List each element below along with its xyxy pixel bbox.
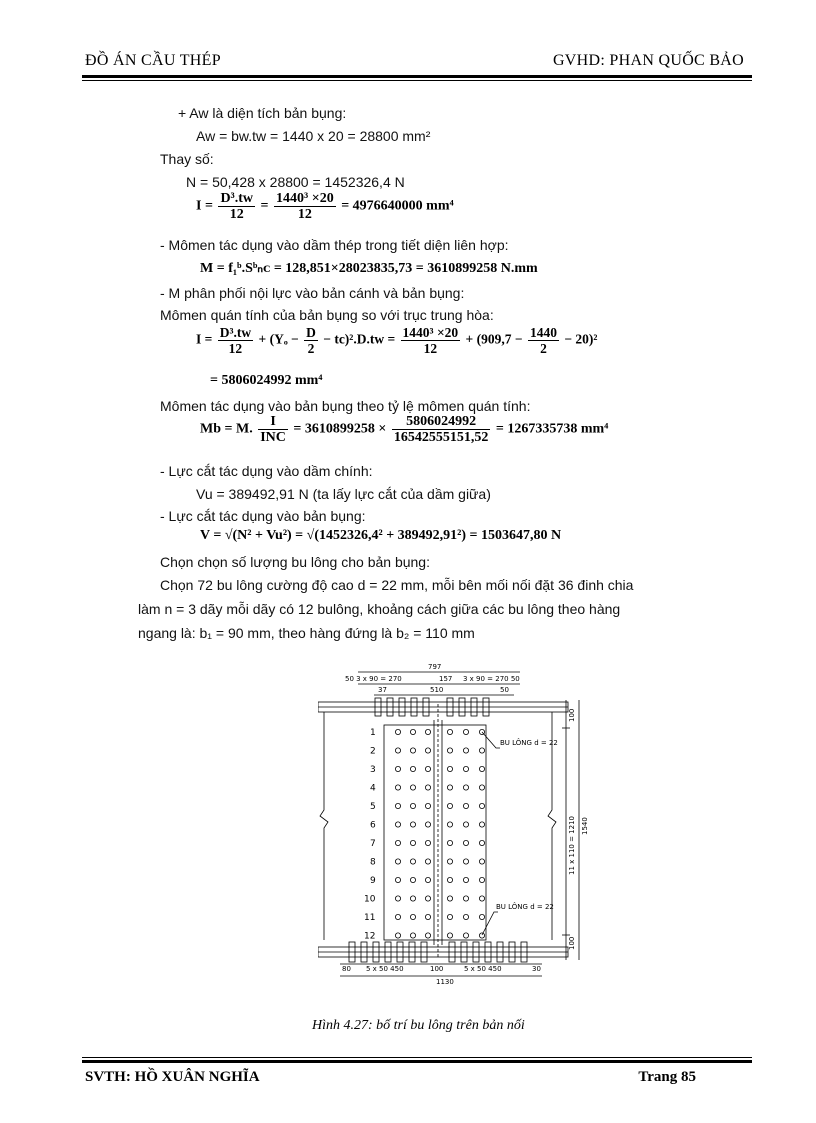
bolt-hole — [447, 748, 452, 753]
label-bolt-top: BU LÔNG d = 22 — [500, 739, 558, 747]
row-number: 6 — [370, 820, 376, 831]
bolt-hole — [463, 877, 468, 882]
bolt-hole — [425, 785, 430, 790]
footer-rule-thick — [82, 1060, 752, 1063]
bolt-hole — [410, 766, 415, 771]
para-line-1: Chọn 72 bu lông cường độ cao d = 22 mm, mỗi bên mối nối đặt 36 đinh chia — [160, 577, 634, 593]
bolt-hole — [425, 840, 430, 845]
bolt-hole — [395, 803, 400, 808]
para-line-3: ngang là: b₁ = 90 mm, theo hàng đứng là b₂ = 110 mm — [138, 625, 475, 641]
bolt-hole — [395, 766, 400, 771]
aw-calculation: Aw = bw.tw = 1440 x 20 = 28800 mm² — [196, 128, 431, 144]
row-number: 7 — [370, 839, 376, 849]
bolt-hole — [463, 914, 468, 919]
bolt-hole — [447, 822, 452, 827]
bolt-hole — [479, 766, 484, 771]
bolt-hole — [395, 822, 400, 827]
m-equation: M = f₁ᵇ.Sᵇₙᴄ = 128,851×28023835,73 = 3610899258 N.mm — [200, 261, 538, 276]
bolt-hole — [447, 803, 452, 808]
shear-web-line: - Lực cắt tác dụng vào bản bụng: — [160, 508, 366, 524]
figure-caption: Hình 4.27: bố trí bu lông trên bản nối — [312, 1018, 525, 1033]
row-number: 3 — [370, 765, 376, 775]
bolt-hole — [395, 748, 400, 753]
bolt-hole — [395, 729, 400, 734]
bolt-hole — [425, 748, 430, 753]
row-number: 10 — [364, 894, 376, 905]
row-number: 2 — [370, 746, 376, 757]
bolt-hole — [479, 877, 484, 882]
bolt-hole — [463, 840, 468, 845]
row-number: 11 — [364, 913, 376, 923]
bolt-hole — [479, 859, 484, 864]
bolt-hole — [395, 840, 400, 845]
bolt-hole — [410, 914, 415, 919]
dim-center-top: 510 — [430, 686, 444, 694]
n-calculation: N = 50,428 x 28800 = 1452326,4 N — [186, 174, 405, 190]
bolt-hole — [425, 803, 430, 808]
row-number: 1 — [370, 728, 376, 738]
row-number: 12 — [364, 931, 376, 942]
bolt-hole — [395, 933, 400, 938]
footer-page — [638, 1069, 696, 1086]
bolt-hole — [479, 914, 484, 919]
dim-right-group-bottom: 5 x 50 450 — [464, 965, 502, 973]
dim-left-group: 50 3 x 90 = 270 — [345, 675, 402, 683]
bolt-hole — [410, 896, 415, 901]
mb-equation: Mb = M. $\frac{I}{\text{INC}}$ = 3610899258 × $\frac{5806024992}{16542555151,52}$ = 1267335738 mm⁴ — [200, 414, 609, 445]
bolt-hole — [410, 822, 415, 827]
dim-right-middle: 11 x 110 = 1210 — [568, 816, 576, 875]
footer-page-label: Trang — [638, 1069, 678, 1085]
bolt-hole — [479, 822, 484, 827]
dim-left-group-bottom: 5 x 50 450 — [366, 965, 404, 973]
bolt-hole — [447, 877, 452, 882]
footer-left: SVTH: HỒ XUÂN NGHĨA — [85, 1069, 260, 1085]
bolt-hole — [410, 859, 415, 864]
bolt-hole — [447, 766, 452, 771]
bolt-hole — [479, 896, 484, 901]
para-line-2: làm n = 3 dãy mỗi dãy có 12 bulông, khoảng cách giữa các bu lông theo hàng — [138, 601, 621, 617]
bolt-hole — [463, 766, 468, 771]
bolt-hole — [463, 785, 468, 790]
row-number: 8 — [370, 857, 376, 868]
bolt-hole — [447, 859, 452, 864]
bolt-hole — [395, 859, 400, 864]
dim-right-group: 3 x 90 = 270 50 — [463, 675, 520, 683]
row-number: 9 — [370, 876, 376, 886]
bolt-hole — [425, 896, 430, 901]
dim-total-top: 797 — [428, 663, 442, 671]
header-rule-thick — [82, 75, 752, 78]
bolt-hole — [410, 877, 415, 882]
bolt-hole — [425, 933, 430, 938]
bolt-hole — [479, 840, 484, 845]
dim-middle-bottom: 100 — [430, 965, 444, 973]
header-rule-thin — [82, 80, 752, 81]
beam-break-left — [320, 712, 328, 940]
substitute-label: Thay số: — [160, 151, 214, 167]
header-left: ĐỒ ÁN CẦU THÉP — [85, 52, 221, 69]
bolt-hole — [479, 803, 484, 808]
moment-line: - Mômen tác dụng vào dầm thép trong tiết diện liên hợp: — [160, 237, 509, 253]
dim-right-bottom: 100 — [568, 936, 576, 950]
bolt-hole — [479, 748, 484, 753]
i-equation: I = $\frac{\text{D³.tw}}{12}$ = $\frac{\text{1440³ ×20}}{12}$ = 4976640000 mm⁴ — [196, 191, 454, 222]
bolt-hole — [463, 803, 468, 808]
dim-right-overall: 1540 — [581, 817, 589, 835]
bolt-hole — [463, 748, 468, 753]
dim-left-edge-bottom: 80 — [342, 965, 351, 973]
dim-right-edge-top: 50 — [500, 686, 509, 694]
splice-plate — [384, 725, 486, 940]
bolt-hole — [447, 729, 452, 734]
bolt-hole — [410, 729, 415, 734]
bolt-hole — [410, 803, 415, 808]
inertia-line: Mômen quán tính của bản bụng so với trục trung hòa: — [160, 307, 494, 323]
bolt-hole — [447, 785, 452, 790]
dim-middle-top: 157 — [439, 675, 453, 683]
leader-bolt-top — [482, 732, 500, 748]
bolt-hole — [395, 785, 400, 790]
dim-right-top: 100 — [568, 708, 576, 722]
bolt-hole — [447, 933, 452, 938]
bolt-hole — [425, 822, 430, 827]
bolt-hole — [479, 785, 484, 790]
bolt-hole — [410, 840, 415, 845]
bolt-hole — [425, 877, 430, 882]
bolt-hole — [395, 877, 400, 882]
footer-rule-thin — [82, 1057, 752, 1058]
v-equation: V = √(N² + Vu²) = √(1452326,4² + 389492,91²) = 1503647,80 N — [200, 528, 562, 543]
bolt-hole — [410, 785, 415, 790]
mb-line: Mômen tác dụng vào bản bụng theo tỷ lệ mômen quán tính: — [160, 398, 531, 414]
bolt-hole — [395, 896, 400, 901]
bolt-hole — [395, 914, 400, 919]
dim-left-edge-top: 37 — [378, 686, 387, 694]
label-bolt-bottom: BU LÔNG d = 22 — [496, 903, 554, 911]
footer-page-number: 85 — [681, 1069, 696, 1085]
bolt-layout-figure — [318, 660, 618, 990]
row-number: 4 — [370, 783, 376, 794]
bolt-hole — [447, 914, 452, 919]
bolt-hole — [425, 859, 430, 864]
bolt-hole — [425, 729, 430, 734]
bolt-hole — [425, 766, 430, 771]
dim-total-bottom: 1130 — [436, 978, 454, 986]
bolt-hole — [410, 933, 415, 938]
bolt-hole — [410, 748, 415, 753]
bolt-hole — [463, 933, 468, 938]
bolt-hole — [463, 859, 468, 864]
bolt-hole — [425, 914, 430, 919]
choose-line: Chọn chọn số lượng bu lông cho bản bụng: — [160, 554, 430, 570]
bolt-hole — [463, 896, 468, 901]
distribution-line: - M phân phối nội lực vào bản cánh và bản bụng: — [160, 285, 465, 301]
bolt-hole — [463, 822, 468, 827]
dim-right-edge-bottom: 30 — [532, 965, 541, 973]
aw-definition: + Aw là diện tích bản bụng: — [178, 105, 347, 121]
bolt-hole — [447, 896, 452, 901]
shear-line: - Lực cắt tác dụng vào dầm chính: — [160, 463, 373, 479]
header-right: GVHD: PHAN QUỐC BẢO — [552, 52, 744, 69]
bolt-hole — [479, 933, 484, 938]
i2-equation: I = $\frac{\text{D³.tw}}{12}$ + (Yₒ − $\frac{D}{2}$ − tc)².D.tw = $\frac{\text{1440³ ×20}}{12}$ + (909,7 − $\frac{1440}{2}$ − 20)² — [196, 325, 598, 356]
vu-calculation: Vu = 389492,91 N (ta lấy lực cắt của dầm giữa) — [196, 486, 491, 502]
i2-result: = 5806024992 mm⁴ — [210, 373, 323, 388]
bolt-hole — [447, 840, 452, 845]
bolt-hole — [463, 729, 468, 734]
row-number: 5 — [370, 802, 376, 812]
